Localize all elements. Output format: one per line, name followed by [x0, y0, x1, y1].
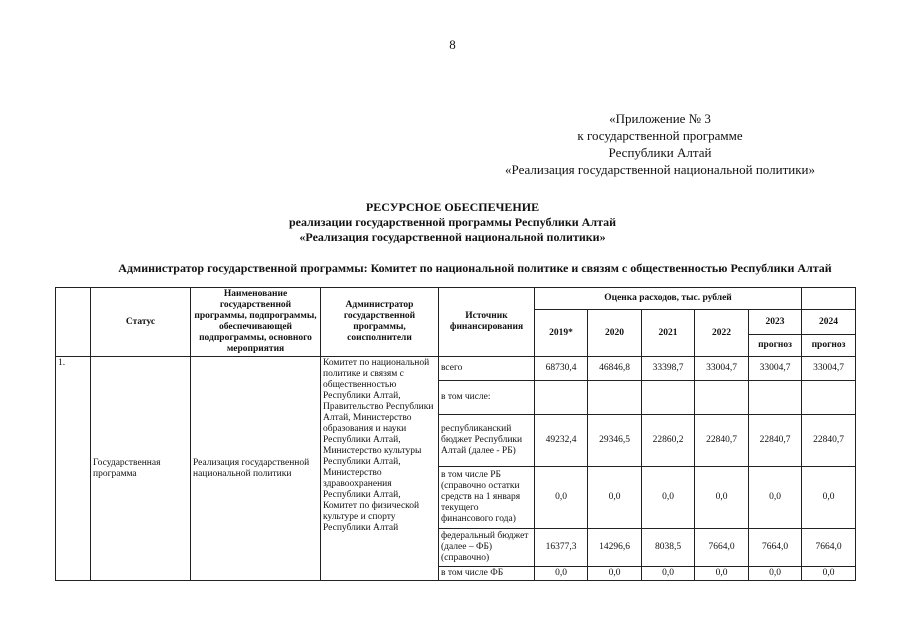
value-cell: 0,0 — [695, 567, 749, 581]
program-name-cell: Реализация государственной национальной политики — [191, 357, 321, 581]
value-cell: 33004,7 — [695, 357, 749, 381]
value-cell: 22840,7 — [695, 415, 749, 467]
title-line: реализации государственной программы Республики Алтай — [288, 215, 617, 229]
value-cell: 0,0 — [642, 567, 695, 581]
value-cell: 7664,0 — [695, 529, 749, 567]
value-cell: 0,0 — [535, 567, 588, 581]
value-cell: 33004,7 — [802, 357, 856, 381]
value-cell — [535, 381, 588, 415]
header-forecast: прогноз — [749, 335, 802, 357]
value-cell — [802, 381, 856, 415]
value-cell: 0,0 — [802, 567, 856, 581]
value-cell — [749, 381, 802, 415]
resource-table — [55, 287, 856, 581]
source-cell: всего — [439, 357, 535, 381]
source-cell: в том числе ФБ — [439, 567, 535, 581]
appendix-line: Республики Алтай — [608, 145, 712, 160]
program-administrator: Администратор государственной программы: Комитет по национальной политике и связям с общественностью Республики Алтай — [118, 261, 832, 275]
value-cell: 0,0 — [535, 467, 588, 529]
value-cell: 33398,7 — [642, 357, 695, 381]
appendix-line: «Приложение № 3 — [609, 111, 711, 126]
header-name: Наименование государственной программы, подпрограммы, обеспечивающей подпрограммы, основного мероприятия — [191, 288, 321, 357]
row-number: 1. — [56, 357, 91, 581]
value-cell: 0,0 — [749, 467, 802, 529]
value-cell: 68730,4 — [535, 357, 588, 381]
value-cell: 14296,6 — [588, 529, 642, 567]
value-cell: 7664,0 — [749, 529, 802, 567]
header-cell — [802, 288, 856, 310]
value-cell: 0,0 — [642, 467, 695, 529]
value-cell: 49232,4 — [535, 415, 588, 467]
value-cell: 0,0 — [588, 467, 642, 529]
header-year: 2021 — [642, 310, 695, 357]
value-cell: 8038,5 — [642, 529, 695, 567]
page-number: 8 — [449, 37, 456, 52]
document-title — [0, 200, 905, 245]
value-cell — [695, 381, 749, 415]
title-line: РЕСУРСНОЕ ОБЕСПЕЧЕНИЕ — [365, 200, 540, 214]
source-cell: республиканский бюджет Республики Алтай (далее - РБ) — [439, 415, 535, 467]
administrator-cell: Комитет по национальной политике и связям с общественностью Республики Алтай, Правительство Республики Алтай, Министерство образования и науки Республики Алтай, Министерство культуры Республики Алтай, Министерство здравоохранения Республики Алтай, Комитет по физической культуре и спорту Республики Алтай — [321, 357, 439, 581]
table-header-row — [56, 288, 856, 310]
header-year: 2024 — [802, 310, 856, 335]
header-year: 2022 — [695, 310, 749, 357]
value-cell — [642, 381, 695, 415]
title-line: «Реализация государственной национальной политики» — [299, 230, 606, 244]
header-year: 2023 — [749, 310, 802, 335]
value-cell: 22860,2 — [642, 415, 695, 467]
value-cell: 7664,0 — [802, 529, 856, 567]
value-cell: 16377,3 — [535, 529, 588, 567]
header-admin: Администратор государственной программы, соисполнители — [321, 288, 439, 357]
value-cell: 0,0 — [802, 467, 856, 529]
header-year: 2020 — [588, 310, 642, 357]
table-row — [56, 357, 856, 381]
value-cell: 22840,7 — [749, 415, 802, 467]
value-cell: 0,0 — [749, 567, 802, 581]
value-cell: 46846,8 — [588, 357, 642, 381]
source-cell: в том числе: — [439, 381, 535, 415]
appendix-line: к государственной программе — [577, 128, 743, 143]
value-cell: 33004,7 — [749, 357, 802, 381]
header-status: Статус — [91, 288, 191, 357]
value-cell: 0,0 — [588, 567, 642, 581]
value-cell: 29346,5 — [588, 415, 642, 467]
header-estimate: Оценка расходов, тыс. рублей — [535, 288, 802, 310]
header-cell — [56, 288, 91, 357]
header-year: 2019* — [535, 310, 588, 357]
header-source: Источник финансирования — [439, 288, 535, 357]
appendix-header — [470, 110, 850, 178]
header-forecast: прогноз — [802, 335, 856, 357]
status-cell: Государственная программа — [91, 357, 191, 581]
source-cell: в том числе РБ (справочно остатки средств на 1 января текущего финансового года) — [439, 467, 535, 529]
value-cell — [588, 381, 642, 415]
value-cell: 22840,7 — [802, 415, 856, 467]
value-cell: 0,0 — [695, 467, 749, 529]
source-cell: федеральный бюджет (далее – ФБ) (справочно) — [439, 529, 535, 567]
appendix-line: «Реализация государственной национальной политики» — [505, 162, 815, 177]
